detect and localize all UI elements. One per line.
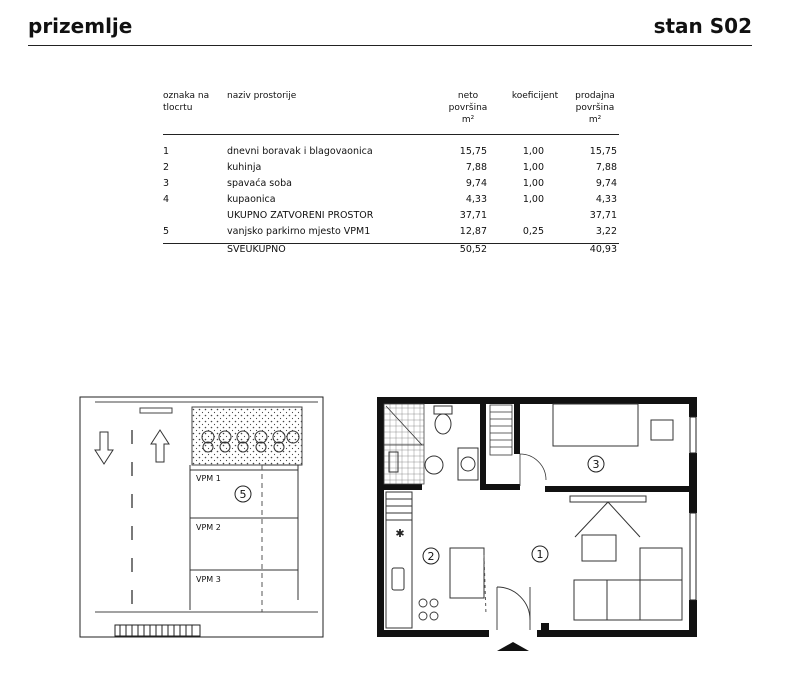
toilet-icon bbox=[434, 406, 452, 434]
kitchen-counter bbox=[386, 492, 412, 628]
cell-naziv: kupaonica bbox=[227, 194, 276, 205]
cell-oznaka: 2 bbox=[163, 162, 170, 173]
bed-icon bbox=[553, 404, 673, 446]
cell-prodajna: 4,33 bbox=[595, 194, 617, 205]
cell-neto: 15,75 bbox=[459, 146, 487, 157]
outer-walls bbox=[377, 397, 697, 637]
apartment-title: stan S02 bbox=[653, 14, 752, 38]
cell-oznaka: 3 bbox=[163, 178, 170, 189]
cell-neto: 7,88 bbox=[465, 162, 487, 173]
kitchen-island bbox=[450, 548, 484, 598]
tv-unit bbox=[570, 496, 646, 537]
header-koeficijent: koeficijent bbox=[511, 91, 559, 101]
cell-naziv: SVEUKUPNO bbox=[227, 244, 286, 255]
room-marker-5: 5 bbox=[239, 488, 247, 501]
stove-icon bbox=[419, 599, 438, 620]
bay-label-vpm1: VPM 1 bbox=[196, 474, 221, 483]
cell-neto: 9,74 bbox=[465, 178, 487, 189]
cell-naziv: spavaća soba bbox=[227, 178, 292, 189]
cell-prodajna: 15,75 bbox=[589, 146, 617, 157]
cell-oznaka: 4 bbox=[163, 194, 170, 205]
cell-koef: 1,00 bbox=[522, 146, 544, 157]
entrance-door bbox=[497, 587, 530, 630]
cell-neto: 37,71 bbox=[459, 210, 487, 221]
cell-naziv: UKUPNO ZATVORENI PROSTOR bbox=[227, 210, 374, 221]
cell-koef: 1,00 bbox=[522, 162, 544, 173]
cell-neto: 4,33 bbox=[465, 194, 487, 205]
bay-label-vpm3: VPM 3 bbox=[196, 575, 221, 584]
sink-icon bbox=[458, 448, 478, 480]
header-naziv: naziv prostorije bbox=[227, 91, 297, 101]
cell-naziv: vanjsko parkirno mjesto VPM1 bbox=[227, 226, 371, 237]
cell-oznaka: 5 bbox=[163, 226, 170, 237]
floor-drain-icon bbox=[425, 456, 443, 474]
header-oznaka: oznaka na tlocrtu bbox=[163, 91, 210, 113]
cell-neto: 50,52 bbox=[459, 244, 487, 255]
header-prodajna: prodajna površina m² bbox=[575, 91, 615, 125]
wardrobe bbox=[490, 405, 512, 455]
sofa-icon bbox=[574, 548, 682, 620]
cell-neto: 12,87 bbox=[459, 226, 487, 237]
entrance-arrow-icon bbox=[497, 642, 529, 651]
header-neto: neto površina m² bbox=[448, 91, 488, 125]
bay-label-vpm2: VPM 2 bbox=[196, 523, 221, 532]
cell-prodajna: 9,74 bbox=[595, 178, 617, 189]
cell-prodajna: 37,71 bbox=[589, 210, 617, 221]
cell-koef: 1,00 bbox=[522, 178, 544, 189]
cell-naziv: kuhinja bbox=[227, 162, 262, 173]
cell-prodajna: 3,22 bbox=[595, 226, 617, 237]
coffee-table bbox=[582, 535, 616, 561]
room-marker-3: 3 bbox=[592, 458, 600, 471]
floor-title: prizemlje bbox=[28, 14, 133, 38]
bedroom-door-swing bbox=[520, 454, 546, 480]
room-marker-2: 2 bbox=[427, 550, 435, 563]
cell-oznaka: 1 bbox=[163, 146, 170, 157]
cell-prodajna: 40,93 bbox=[589, 244, 617, 255]
room-marker-1: 1 bbox=[536, 548, 544, 561]
cell-prodajna: 7,88 bbox=[595, 162, 617, 173]
asterisk-icon: ✱ bbox=[395, 527, 405, 540]
cell-koef: 0,25 bbox=[522, 226, 544, 237]
cell-naziv: dnevni boravak i blagovaonica bbox=[227, 146, 373, 157]
cell-koef: 1,00 bbox=[522, 194, 544, 205]
interior-walls bbox=[384, 404, 689, 633]
